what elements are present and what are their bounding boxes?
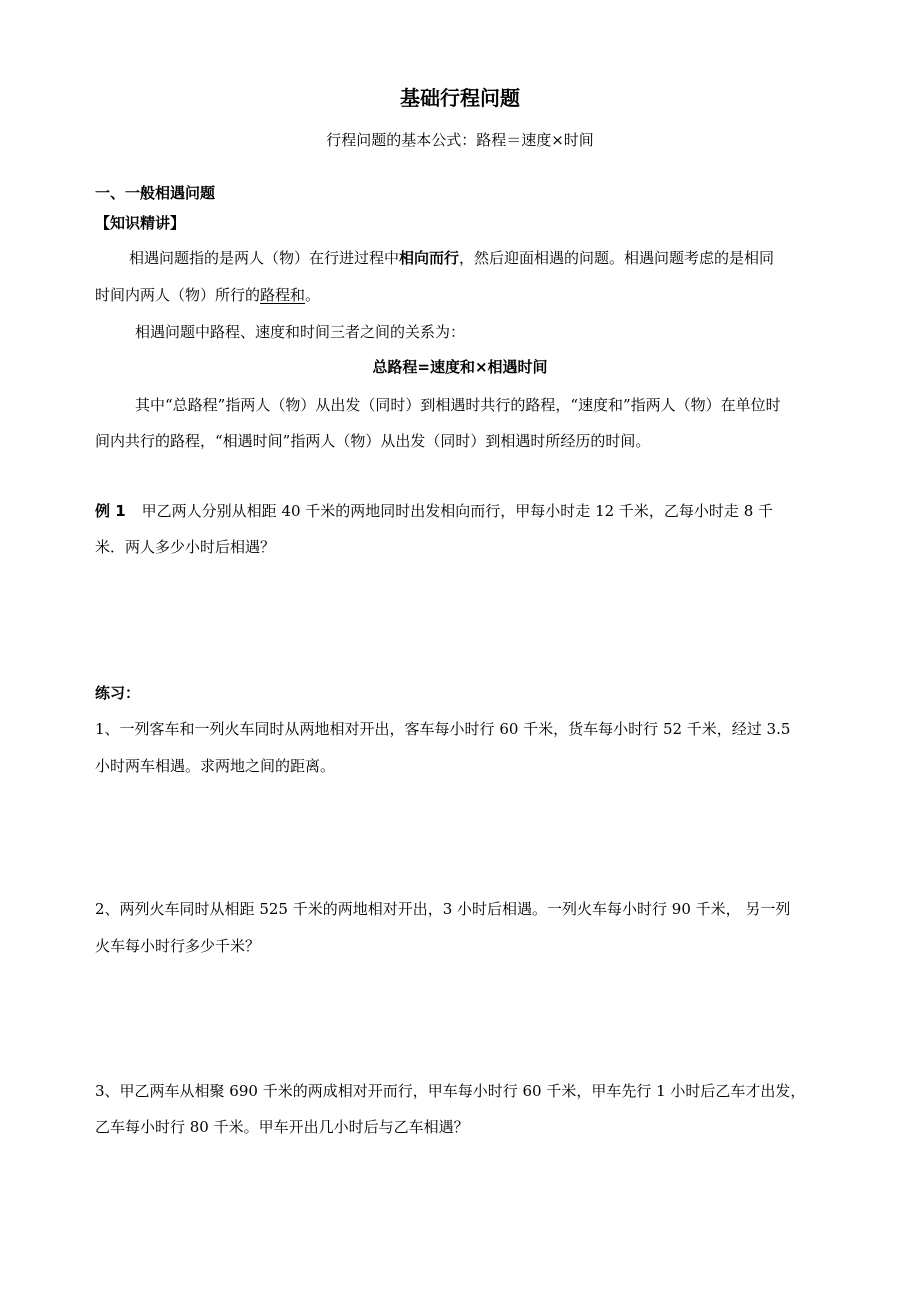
practice-label: 练习： (95, 684, 141, 702)
example-line2: 米．两人多少小时后相遇？ (95, 538, 276, 556)
definition-paragraph-line2: 间内共行的路程，“相遇时间”指两人（物）从出发（同时）到相遇时所经历的时间。 (95, 432, 651, 450)
knowledge-label: 【知识精讲】 (95, 214, 186, 232)
practice-item-2-line1: 2、两列火车同时从相距 525 千米的两地相对开出，3 小时后相遇。一列火车每小时行 90 千米， 另一列 (95, 900, 791, 918)
formula: 总路程=速度和×相遇时间 (372, 358, 548, 376)
para1-bold-text: 相向而行 (399, 249, 460, 267)
example-text-line1: 甲乙两人分别从相距 40 千米的两地同时出发相向而行，甲每小时走 12 千米，乙每小时走 8 千 (141, 502, 774, 520)
section-heading: 一、一般相遇问题 (95, 184, 216, 202)
page-subtitle: 行程问题的基本公式：路程＝速度×时间 (326, 131, 594, 149)
para1-line2-text-b: 。 (305, 286, 321, 304)
knowledge-paragraph-line2 (95, 285, 835, 305)
para1-text-b: ，然后迎面相遇的问题。相遇问题考虑的是相同 (459, 249, 775, 267)
relation-paragraph: 相遇问题中路程、速度和时间三者之间的关系为： (135, 323, 466, 341)
practice-item-1-line1: 1、一列客车和一列火车同时从两地相对开出，客车每小时行 60 千米，货车每小时行 52 千米，经过 3.5 (95, 720, 791, 738)
para1-text-a: 相遇问题指的是两人（物）在行进过程中 (129, 249, 400, 267)
definition-paragraph-line1: 其中“总路程”指两人（物）从出发（同时）到相遇时共行的路程，“速度和”指两人（物）在单位时 (135, 396, 781, 414)
practice-item-3-line2: 乙车每小时行 80 千米。甲车开出几小时后与乙车相遇？ (95, 1118, 469, 1136)
knowledge-paragraph-line1 (95, 248, 869, 268)
practice-item-1-line2: 小时两车相遇。求两地之间的距离。 (95, 757, 336, 775)
practice-item-2-line2: 火车每小时行多少千米？ (95, 937, 261, 955)
page-title: 基础行程问题 (400, 86, 520, 110)
para1-underlined-text: 路程和 (260, 286, 306, 304)
example-label: 例 1 (95, 502, 126, 520)
example-line1 (95, 501, 835, 521)
practice-item-3-line1: 3、甲乙两车从相聚 690 千米的两成相对开而行，甲车每小时行 60 千米，甲车先行 1 小时后乙车才出发， (95, 1082, 806, 1100)
para1-line2-text-a: 时间内两人（物）所行的 (95, 286, 261, 304)
